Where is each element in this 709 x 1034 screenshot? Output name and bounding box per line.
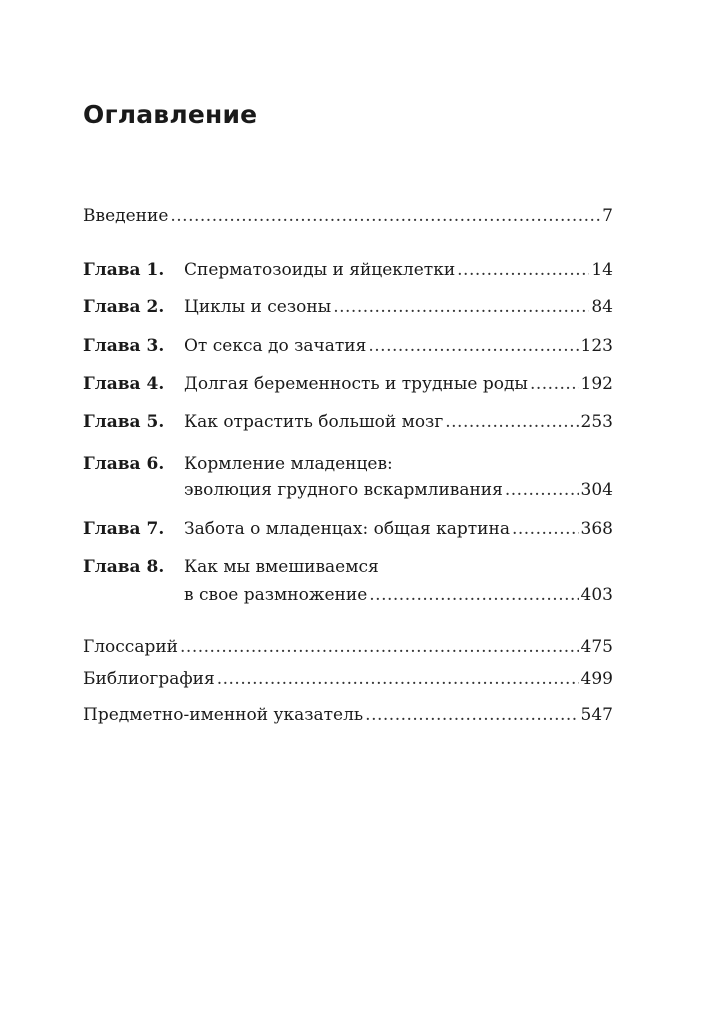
chapter-title: Забота о младенцах: общая картина [184,519,510,539]
toc-page-number: 475 [580,637,613,657]
toc-page-number: 304 [580,480,613,500]
dot-leader [180,637,579,658]
toc-page-number: 14 [591,260,613,280]
toc-page-number: 253 [580,412,613,432]
dot-leader [445,412,578,433]
toc-entry-glossary[interactable] [83,637,613,658]
toc-page-number: 84 [591,297,613,317]
toc-entry-label: Глоссарий [83,637,179,657]
toc-page-number: 7 [602,206,613,226]
chapter-title: Циклы и сезоны [184,297,332,317]
dot-leader [365,705,578,726]
dot-leader [170,206,600,227]
chapter-title: Сперматозоиды и яйцеклетки [184,260,456,280]
chapter-number: Глава 6. [83,454,165,474]
chapter-title-line-1: Кормление младенцев: [184,454,393,474]
chapter-title-line-2: эволюция грудного вскармливания [184,480,503,500]
chapter-title-line-1: Как мы вмешиваемся [184,557,379,577]
chapter-number: Глава 7. [83,519,165,539]
dot-leader [457,260,589,281]
chapter-title: От секса до зачатия [184,336,367,356]
chapter-title-line-2: в свое размножение [184,585,368,605]
toc-page-number: 547 [580,705,613,725]
dot-leader [333,297,589,318]
toc-page-number: 123 [580,336,613,356]
toc-entry-bibliography[interactable] [83,669,613,690]
dot-leader [217,669,579,690]
dot-leader [512,519,579,540]
chapter-number: Глава 4. [83,374,165,394]
toc-page-number: 403 [580,585,613,605]
dot-leader [368,336,578,357]
toc-entry-index[interactable] [83,705,613,726]
chapter-number: Глава 3. [83,336,165,356]
toc-entry-intro[interactable] [83,206,613,227]
chapter-title: Долгая беременность и трудные роды [184,374,528,394]
page-title: Оглавление [83,100,258,129]
dot-leader [369,585,578,606]
chapter-title: Как отрастить большой мозг [184,412,444,432]
toc-entry-label: Введение [83,206,169,226]
toc-page-number: 499 [580,669,613,689]
chapter-number: Глава 5. [83,412,165,432]
chapter-number: Глава 8. [83,557,165,577]
chapter-number: Глава 2. [83,297,165,317]
dot-leader [505,480,579,501]
toc-entry-label: Предметно-именной указатель [83,705,364,725]
toc-entry-label: Библиография [83,669,215,689]
toc-page-number: 368 [580,519,613,539]
chapter-number: Глава 1. [83,260,165,280]
dot-leader [530,374,579,395]
toc-page-number: 192 [580,374,613,394]
